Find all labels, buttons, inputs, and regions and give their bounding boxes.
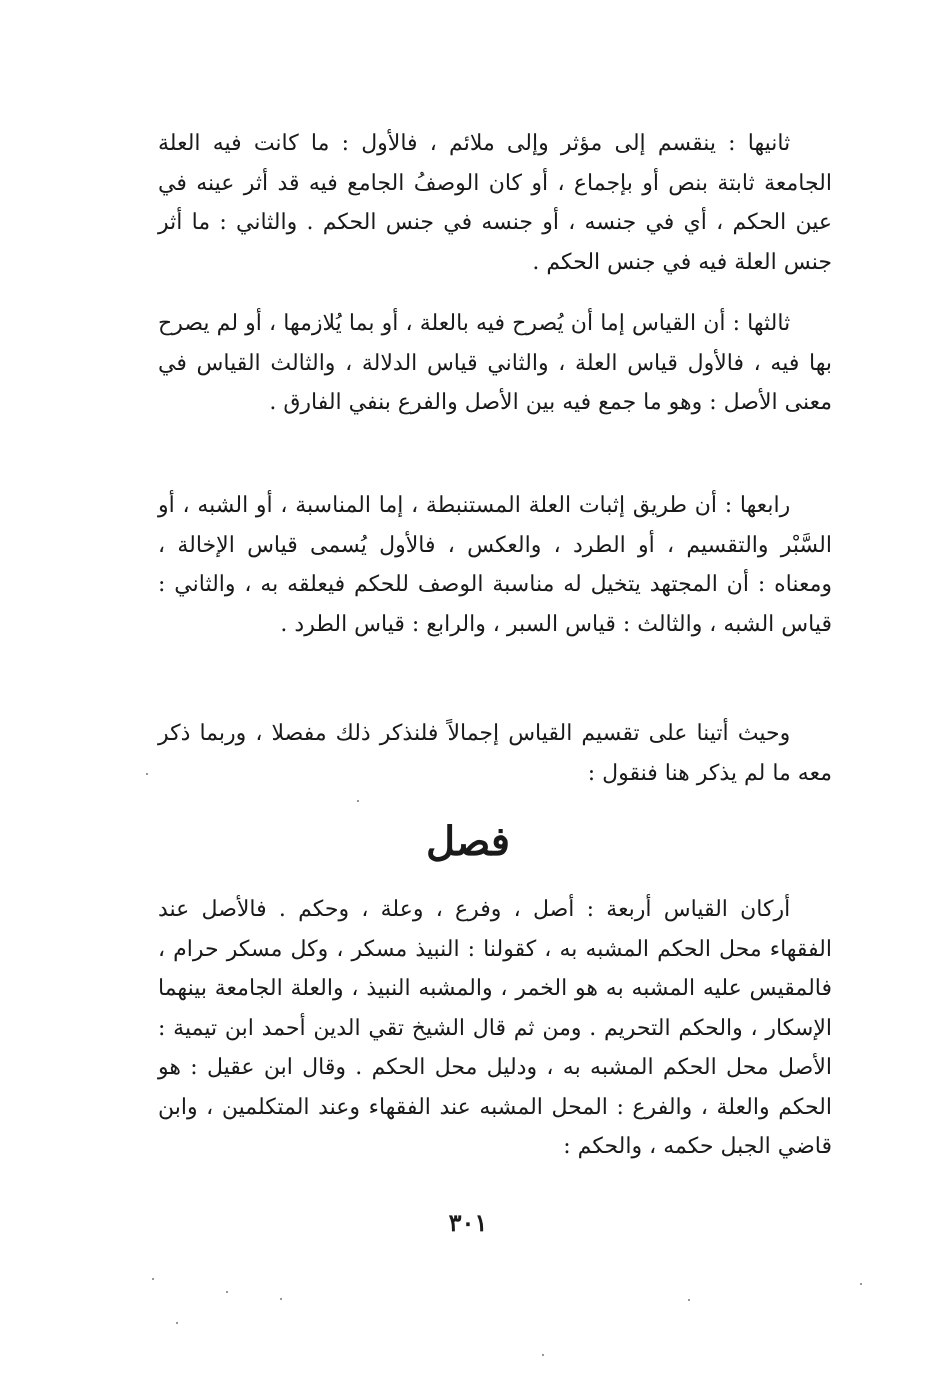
scan-speck — [860, 1283, 862, 1285]
paragraph-text: أركان القياس أربعة : أصل ، وفرع ، وعلة ، وحكم . فالأصل عند الفقهاء محل الحكم المشبه به ، كقولنا : النبيذ مسكر ، وكل مسكر حرام ، فالمقيس عليه المشبه به هو الخمر ، والمشبه النبيذ ، والعلة الجامعة بينهما الإسكار ، والحكم التحريم . ومن ثم قال الشيخ تقي الدين أحمد ابن تيمية : الأصل محل الحكم المشبه به ، ودليل محل الحكم . وقال ابن عقيل : هو الحكم والعلة ، والفرع : المحل المشبه عند الفقهاء وعند المتكلمين ، وابن قاضي الجبل حكمه ، والحكم : — [158, 897, 832, 1159]
scan-speck — [280, 1298, 282, 1300]
scan-speck — [542, 1354, 544, 1356]
paragraph-text: وحيث أتينا على تقسيم القياس إجمالاً فلنذكر ذلك مفصلا ، وربما ذكر معه ما لم يذكر هنا فنقول : — [158, 721, 832, 786]
section-heading: فصل — [425, 818, 511, 865]
paragraph-fourth-division — [158, 486, 832, 644]
page-number: ٣٠١ — [448, 1208, 488, 1237]
scan-speck — [226, 1291, 228, 1293]
scan-speck — [176, 1322, 178, 1324]
paragraph-text: رابعها : أن طريق إثبات العلة المستنبطة ، إما المناسبة ، أو الشبه ، أو السَّبْر والتقسيم ، أو الطرد ، والعكس ، فالأول يُسمى قياس الإخالة ، ومعناه : أن المجتهد يتخيل له مناسبة الوصف للحكم فيعلقه به ، والثاني : قياس الشبه ، والثالث : قياس السبر ، والرابع : قياس الطرد . — [158, 493, 832, 637]
paragraph-second-division — [158, 124, 832, 282]
scan-speck — [146, 773, 148, 775]
scan-speck — [688, 1299, 690, 1301]
paragraph-text: ثانيها : ينقسم إلى مؤثر وإلى ملائم ، فالأول : ما كانت فيه العلة الجامعة ثابتة بنص أو بإجماع ، أو كان الوصفُ الجامع فيه قد أثر عينه في عين الحكم ، أي في جنسه ، أو جنسه في جنس الحكم . والثاني : ما أثر جنس العلة فيه في جنس الحكم . — [158, 131, 832, 275]
scan-speck — [152, 1278, 154, 1280]
paragraph-text: ثالثها : أن القياس إما أن يُصرح فيه بالعلة ، أو بما يُلازمها ، أو لم يصرح بها فيه ، فالأول قياس العلة ، والثاني قياس الدلالة ، والثالث القياس في معنى الأصل : وهو ما جمع فيه بين الأصل والفرع بنفي الفارق . — [158, 311, 832, 415]
paragraph-transition — [158, 714, 832, 793]
paragraph-pillars-of-analogy — [158, 890, 832, 1167]
paragraph-third-division — [158, 304, 832, 423]
scan-speck — [357, 800, 359, 802]
